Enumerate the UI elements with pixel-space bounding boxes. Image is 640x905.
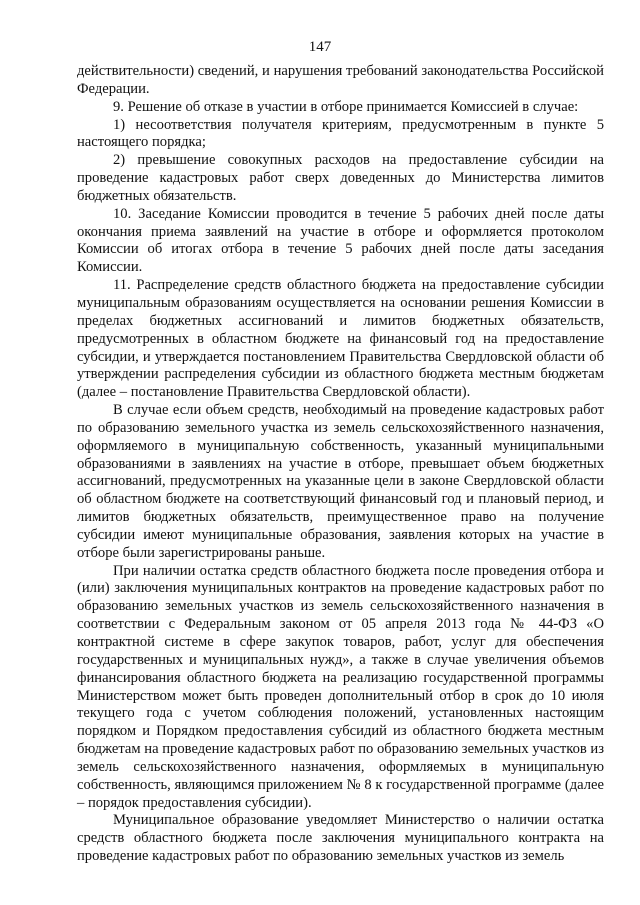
paragraph-item-10: 10. Заседание Комиссии проводится в течение 5 рабочих дней после даты окончания приема заявлений на участие в отборе и оформляется протоколом Комиссии об итогах отбора в течение 5 рабочих дней после даты заседания Комиссии.	[77, 205, 604, 276]
paragraph-additional-selection: При наличии остатка средств областного бюджета после проведения отбора и (или) заключения муниципальных контрактов на проведение кадастровых работ по образованию земельных участков из земель сельскохозяйственного назначения в соответствии с Федеральным законом от 05 апреля 2013 года № 44-ФЗ «О контрактной системе в сфере закупок товаров, работ, услуг для обеспечения государственных и муниципальных нужд», а также в случае увеличения объемов финансирования областного бюджета на реализацию государственной программы Министерством может быть проведен дополнительный отбор в срок до 10 июля текущего года с учетом соблюдения положений, установленных настоящим порядком и Порядком предоставления субсидий из областного бюджета местным бюджетам на проведение кадастровых работ по образованию земельных участков из земель сельскохозяйственного назначения, оформляемых в муниципальную собственность, являющимся приложением № 8 к государственной программе (далее – порядок предоставления субсидии).	[77, 562, 604, 811]
paragraph-subitem-2: 2) превышение совокупных расходов на предоставление субсидии на проведение кадастровых работ сверх доведенных до Министерства лимитов бюджетных обязательств.	[77, 152, 604, 204]
paragraph-notification: Муниципальное образование уведомляет Министерство о наличии остатка средств областного бюджета после заключения муниципального контракта на проведение кадастровых работ по образованию земельных участков из земель	[77, 812, 604, 865]
paragraph-subitem-1: 1) несоответствия получателя критериям, предусмотренным в пункте 5 настоящего порядка;	[77, 116, 604, 151]
paragraph-priority-rule: В случае если объем средств, необходимый на проведение кадастровых работ по образованию земельного участка из земель сельскохозяйственного назначения, оформляемого в муниципальную собственность, указанный муниципальными образованиями в заявлениях на участие в отборе, превышает объем бюджетных ассигнований, предусмотренных на указанные цели в законе Свердловской области об областном бюджете на соответствующий финансовый год и плановый период, и лимитов бюджетных обязательств, преимущественное право на получение субсидии имеют муниципальные образования, заявления которых на участие в отборе были зарегистрированы раньше.	[77, 402, 604, 561]
paragraph-continuation: действительности) сведений, и нарушения требований законодательства Российской Федерации.	[77, 63, 604, 97]
document-body	[77, 63, 604, 866]
page-number: 147	[308, 39, 332, 55]
paragraph-item-9: 9. Решение об отказе в участии в отборе принимается Комиссией в случае:	[113, 98, 579, 115]
paragraph-item-11: 11. Распределение средств областного бюджета на предоставление субсидии муниципальным образованиям осуществляется на основании решения Комиссии в пределах бюджетных ассигнований и лимитов бюджетных обязательств, предусмотренных в областном бюджете на финансовый год на предоставление субсидии, и утверждается постановлением Правительства Свердловской области об утверждении распределения субсидии из областного бюджета местным бюджетам (далее – постановление Правительства Свердловской области).	[77, 277, 604, 401]
